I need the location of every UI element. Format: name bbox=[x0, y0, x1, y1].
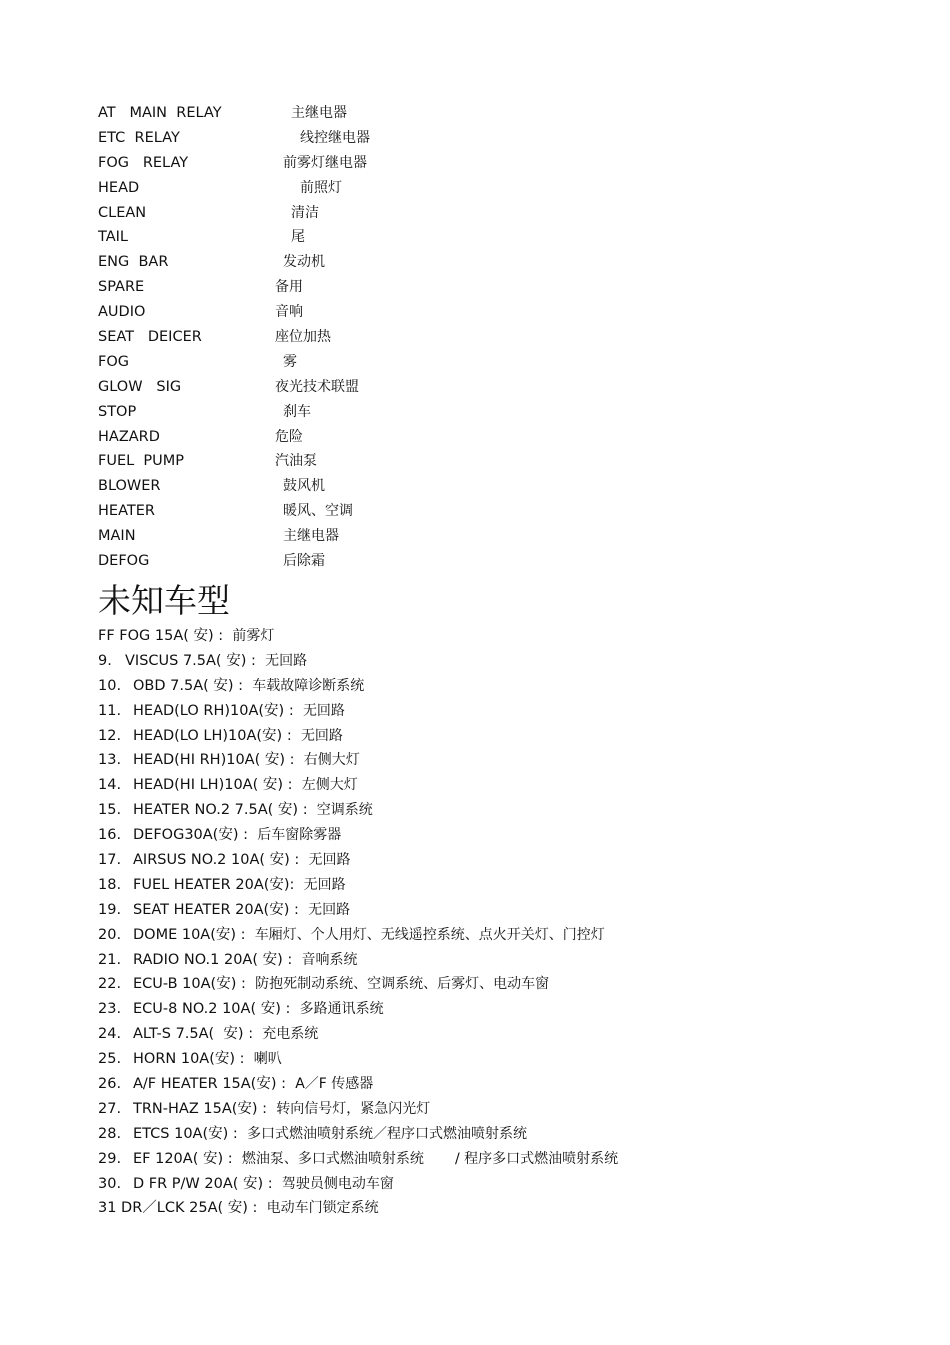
fuse-description: 车厢灯、个人用灯、无线遥控系统、点火开关灯、门控灯 bbox=[254, 926, 605, 943]
term-english: FOG bbox=[98, 353, 129, 370]
fuse-description: 防抱死制动系统、空调系统、后雾灯、电动车窗 bbox=[255, 976, 550, 993]
fuse-number: 21. bbox=[98, 951, 122, 968]
fuse-number: 18. bbox=[98, 876, 122, 893]
fuse-description: 空调系统 bbox=[316, 802, 373, 819]
fuse-row bbox=[98, 1147, 898, 1172]
fuse-description: 左侧大灯 bbox=[301, 777, 358, 794]
fuse-row bbox=[98, 699, 898, 724]
term-english: TAIL bbox=[98, 229, 129, 246]
fuse-entry bbox=[133, 1072, 373, 1097]
fuse-description: 音响系统 bbox=[301, 951, 358, 968]
fuse-entry bbox=[133, 898, 350, 923]
fuse-description: 前雾灯 bbox=[232, 628, 275, 644]
term-row bbox=[98, 549, 698, 574]
term-chinese: 尾 bbox=[291, 229, 305, 246]
term-english: CLEAN bbox=[98, 204, 147, 221]
fuse-row bbox=[98, 1047, 898, 1072]
term-row bbox=[98, 350, 698, 375]
term-chinese: 发动机 bbox=[283, 254, 325, 271]
fuse-description: A／F 传感器 bbox=[295, 1076, 374, 1093]
fuse-number: 11. bbox=[98, 702, 122, 719]
fuse-description: 无回路 bbox=[300, 727, 343, 744]
term-row bbox=[98, 201, 698, 226]
fuse-entry bbox=[133, 873, 346, 898]
term-chinese: 雾 bbox=[283, 353, 297, 370]
fuse-label: HEAD(HI LH)10A( 安) : bbox=[133, 777, 293, 794]
term-english: ENG BAR bbox=[98, 254, 169, 271]
fuse-entry bbox=[133, 699, 345, 724]
fuse-list bbox=[98, 624, 898, 1221]
fuse-entry bbox=[133, 948, 358, 973]
fuse-label: ETCS 10A(安) : bbox=[133, 1125, 238, 1142]
fuse-number: 9. bbox=[98, 652, 112, 669]
fuse-row bbox=[98, 1072, 898, 1097]
fuse-number: 19. bbox=[98, 901, 122, 918]
term-english: STOP bbox=[98, 403, 137, 420]
fuse-label: D FR P/W 20A( 安) : bbox=[133, 1175, 273, 1192]
term-chinese: 主继电器 bbox=[283, 528, 339, 545]
term-row bbox=[98, 375, 698, 400]
fuse-entry bbox=[133, 848, 351, 873]
term-row bbox=[98, 176, 698, 201]
fuse-description: 车载故障诊断系统 bbox=[252, 677, 365, 694]
fuse-label: ECU-B 10A(安) : bbox=[133, 976, 246, 993]
fuse-entry bbox=[133, 1047, 282, 1072]
term-row bbox=[98, 126, 698, 151]
fuse-entry bbox=[98, 624, 274, 649]
relay-term-list bbox=[98, 101, 698, 574]
fuse-description: 多路通讯系统 bbox=[299, 1001, 384, 1018]
term-row bbox=[98, 499, 698, 524]
term-chinese: 汽油泵 bbox=[275, 453, 317, 470]
term-chinese: 线控继电器 bbox=[300, 129, 370, 146]
section-heading: 未知车型 bbox=[98, 581, 230, 620]
term-chinese: 危险 bbox=[275, 428, 303, 445]
fuse-row bbox=[98, 624, 898, 649]
fuse-row bbox=[98, 798, 898, 823]
term-row bbox=[98, 474, 698, 499]
fuse-number: 16. bbox=[98, 827, 122, 844]
term-row bbox=[98, 449, 698, 474]
fuse-row bbox=[98, 1122, 898, 1147]
fuse-description: 无回路 bbox=[303, 876, 346, 893]
fuse-number: 10. bbox=[98, 677, 122, 694]
fuse-number: 14. bbox=[98, 777, 122, 794]
term-english: FOG RELAY bbox=[98, 154, 189, 171]
fuse-entry bbox=[133, 1122, 527, 1147]
fuse-label: FUEL HEATER 20A(安): bbox=[133, 876, 295, 893]
fuse-label: ALT-S 7.5A( 安) : bbox=[133, 1026, 254, 1043]
fuse-entry bbox=[133, 773, 358, 798]
fuse-label: HEATER NO.2 7.5A( 安) : bbox=[133, 802, 308, 819]
fuse-label: VISCUS 7.5A( 安) : bbox=[125, 652, 256, 669]
fuse-description: 无回路 bbox=[308, 901, 351, 918]
fuse-label: TRN-HAZ 15A(安) : bbox=[133, 1100, 268, 1117]
term-english: FUEL PUMP bbox=[98, 453, 185, 470]
fuse-row bbox=[98, 948, 898, 973]
fuse-entry bbox=[133, 972, 549, 997]
fuse-row bbox=[98, 972, 898, 997]
fuse-row bbox=[98, 1172, 898, 1197]
fuse-description: 后车窗除雾器 bbox=[257, 827, 342, 844]
term-english: SEAT DEICER bbox=[98, 329, 202, 346]
fuse-row bbox=[98, 674, 898, 699]
term-row bbox=[98, 425, 698, 450]
fuse-description: 喇叭 bbox=[253, 1051, 282, 1068]
fuse-row bbox=[98, 649, 898, 674]
fuse-row bbox=[98, 823, 898, 848]
fuse-row bbox=[98, 1022, 898, 1047]
fuse-description: 燃油泵、多口式燃油喷射系统 / 程序多口式燃油喷射系统 bbox=[241, 1150, 619, 1167]
fuse-label: RADIO NO.1 20A( 安) : bbox=[133, 951, 293, 968]
fuse-label: HEAD(LO LH)10A(安) : bbox=[133, 727, 292, 744]
term-row bbox=[98, 400, 698, 425]
fuse-entry bbox=[133, 724, 343, 749]
term-row bbox=[98, 225, 698, 250]
term-chinese: 夜光技术联盟 bbox=[275, 378, 359, 395]
fuse-number: 29. bbox=[98, 1150, 122, 1167]
fuse-entry bbox=[133, 674, 364, 699]
fuse-number: 13. bbox=[98, 752, 122, 769]
fuse-entry bbox=[133, 748, 360, 773]
term-english: GLOW SIG bbox=[98, 378, 182, 395]
fuse-row bbox=[98, 1196, 898, 1221]
term-english: DEFOG bbox=[98, 553, 150, 570]
fuse-entry bbox=[98, 1196, 379, 1221]
fuse-number: 12. bbox=[98, 727, 122, 744]
fuse-row bbox=[98, 848, 898, 873]
fuse-row bbox=[98, 1097, 898, 1122]
term-row bbox=[98, 524, 698, 549]
fuse-entry bbox=[133, 823, 341, 848]
fuse-number: 20. bbox=[98, 926, 122, 943]
fuse-description: 驾驶员侧电动车窗 bbox=[281, 1175, 394, 1192]
fuse-row bbox=[98, 898, 898, 923]
fuse-row bbox=[98, 773, 898, 798]
fuse-row bbox=[98, 748, 898, 773]
term-chinese: 备用 bbox=[275, 279, 303, 296]
fuse-entry bbox=[133, 997, 384, 1022]
fuse-label: FF FOG 15A( 安) : bbox=[98, 628, 224, 644]
term-chinese: 刹车 bbox=[283, 403, 311, 420]
fuse-number: 28. bbox=[98, 1125, 122, 1142]
term-english: AUDIO bbox=[98, 304, 146, 321]
term-english: MAIN bbox=[98, 528, 136, 545]
term-row bbox=[98, 300, 698, 325]
term-english: HEATER bbox=[98, 503, 155, 520]
fuse-description: 多口式燃油喷射系统／程序口式燃油喷射系统 bbox=[247, 1125, 528, 1142]
fuse-description: 右侧大灯 bbox=[303, 752, 360, 769]
term-row bbox=[98, 101, 698, 126]
fuse-number: 27. bbox=[98, 1100, 122, 1117]
fuse-number: 23. bbox=[98, 1001, 122, 1018]
term-chinese: 座位加热 bbox=[275, 329, 331, 346]
fuse-number: 17. bbox=[98, 852, 122, 869]
term-english: HAZARD bbox=[98, 428, 160, 445]
fuse-label: SEAT HEATER 20A(安) : bbox=[133, 901, 299, 918]
fuse-description: 无回路 bbox=[302, 702, 345, 719]
fuse-label: HEAD(HI RH)10A( 安) : bbox=[133, 752, 295, 769]
fuse-number: 25. bbox=[98, 1051, 122, 1068]
term-chinese: 前照灯 bbox=[300, 179, 342, 196]
term-chinese: 主继电器 bbox=[291, 105, 347, 121]
term-english: ETC RELAY bbox=[98, 129, 180, 146]
fuse-number: 22. bbox=[98, 976, 122, 993]
fuse-row bbox=[98, 873, 898, 898]
fuse-label: DEFOG30A(安) : bbox=[133, 827, 248, 844]
fuse-label: 31 DR／LCK 25A( 安) : bbox=[98, 1200, 258, 1217]
fuse-description: 无回路 bbox=[308, 852, 351, 869]
fuse-label: OBD 7.5A( 安) : bbox=[133, 677, 244, 694]
term-chinese: 前雾灯继电器 bbox=[283, 154, 367, 171]
fuse-label: EF 120A( 安) : bbox=[133, 1150, 233, 1167]
term-row bbox=[98, 275, 698, 300]
term-row bbox=[98, 250, 698, 275]
term-english: HEAD bbox=[98, 179, 140, 196]
term-row bbox=[98, 151, 698, 176]
fuse-label: A/F HEATER 15A(安) : bbox=[133, 1076, 286, 1093]
fuse-description: 转向信号灯，紧急闪光灯 bbox=[276, 1100, 431, 1117]
fuse-label: DOME 10A(安) : bbox=[133, 926, 246, 943]
fuse-number: 30. bbox=[98, 1175, 122, 1192]
fuse-entry bbox=[133, 798, 373, 823]
fuse-description: 充电系统 bbox=[262, 1026, 319, 1043]
fuse-row bbox=[98, 724, 898, 749]
fuse-description: 无回路 bbox=[265, 652, 308, 669]
term-english: AT MAIN RELAY bbox=[98, 105, 222, 121]
term-chinese: 清洁 bbox=[291, 204, 319, 221]
fuse-label: ECU-8 NO.2 10A( 安) : bbox=[133, 1001, 291, 1018]
fuse-label: HEAD(LO RH)10A(安) : bbox=[133, 702, 294, 719]
term-chinese: 鼓风机 bbox=[283, 478, 325, 495]
fuse-entry bbox=[125, 649, 307, 674]
term-english: BLOWER bbox=[98, 478, 161, 495]
term-chinese: 后除霜 bbox=[283, 553, 325, 570]
fuse-row bbox=[98, 923, 898, 948]
fuse-number: 24. bbox=[98, 1026, 122, 1043]
term-chinese: 音响 bbox=[275, 304, 303, 321]
fuse-row bbox=[98, 997, 898, 1022]
fuse-entry bbox=[133, 1022, 318, 1047]
term-chinese: 暖风、空调 bbox=[283, 503, 353, 520]
term-english: SPARE bbox=[98, 279, 145, 296]
fuse-label: AIRSUS NO.2 10A( 安) : bbox=[133, 852, 300, 869]
fuse-number: 15. bbox=[98, 802, 122, 819]
fuse-label: HORN 10A(安) : bbox=[133, 1051, 245, 1068]
fuse-number: 26. bbox=[98, 1076, 122, 1093]
fuse-entry bbox=[133, 1172, 394, 1197]
fuse-entry bbox=[133, 923, 605, 948]
fuse-description: 电动车门锁定系统 bbox=[266, 1200, 379, 1217]
term-row bbox=[98, 325, 698, 350]
fuse-entry bbox=[133, 1097, 430, 1122]
fuse-entry bbox=[133, 1147, 618, 1172]
